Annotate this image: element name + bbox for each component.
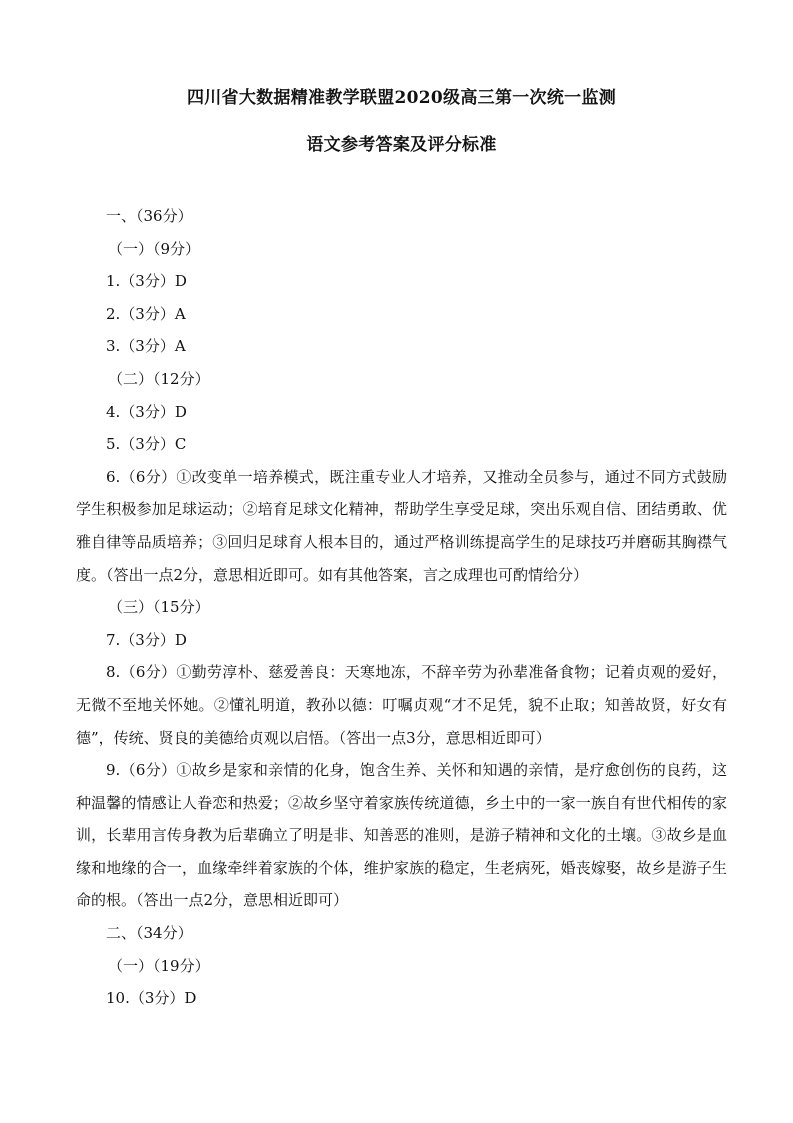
document-subtitle: 语文参考答案及评分标准 (306, 135, 497, 155)
answer-line-7: 7.（3分）D (106, 630, 187, 649)
answer-line-4: 4.（3分）D (106, 402, 187, 421)
answer-line-2: 2.（3分）A (106, 304, 186, 323)
section-heading-2: 二、（34分） (106, 924, 193, 943)
section-heading-1: 一、（36分） (106, 207, 193, 225)
answer-line-3: 3.（3分）A (106, 337, 186, 356)
answer-line-1: 1.（3分）D (106, 272, 187, 291)
answer-line-5: 5.（3分）C (106, 435, 187, 454)
document-title: 四川省大数据精准教学联盟2020级高三第一次统一监测 (186, 88, 617, 108)
answer-content (76, 200, 727, 1015)
subsection-heading-1: （一）（9分） (108, 239, 201, 258)
answer-paragraph-8: 8.（6分）①勤劳淳朴、慈爱善良：天寒地冻，不辞辛劳为孙辈准备食物；记着贞观的爱好，无微不至地关怀她。②懂礼明道，教孙以德：叮嘱贞观“才不足凭，貌不止取；知善故贤，好女有德”，传统、贤良的美德给贞观以启悟。（答出一点3分，意思相近即可） (76, 663, 727, 747)
subsection-heading-2: （二）（12分） (108, 369, 210, 388)
subsection-heading-4: （一）（19分） (108, 956, 210, 975)
answer-paragraph-6: 6.（6分）①改变单一培养模式，既注重专业人才培养，又推动全员参与，通过不同方式鼓励学生积极参加足球运动；②培育足球文化精神，帮助学生享受足球，突出乐观自信、团结勇敢、优雅自律等品质培养；③回归足球育人根本目的，通过严格训练提高学生的足球技巧并磨砺其胸襟气度。（答出一点2分，意思相近即可。如有其他答案，言之成理也可酌情给分） (76, 467, 727, 584)
subsection-heading-3: （三）（15分） (108, 598, 210, 617)
answer-paragraph-9: 9.（6分）①故乡是家和亲情的化身，饱含生养、关怀和知遇的亲情，是疗愈创伤的良药，这种温馨的情感让人眷恋和热爱；②故乡坚守着家族传统道德，乡土中的一家一族自有世代相传的家训，长辈用言传身教为后辈确立了明是非、知善恶的准则，是游子精神和文化的土壤。③故乡是血缘和地缘的合一，血缘牵绊着家族的个体，维护家族的稳定，生老病死，婚丧嫁娶，故乡是游子生命的根。（答出一点2分，意思相近即可） (76, 761, 727, 910)
answer-line-10: 10.（3分）D (106, 989, 197, 1008)
